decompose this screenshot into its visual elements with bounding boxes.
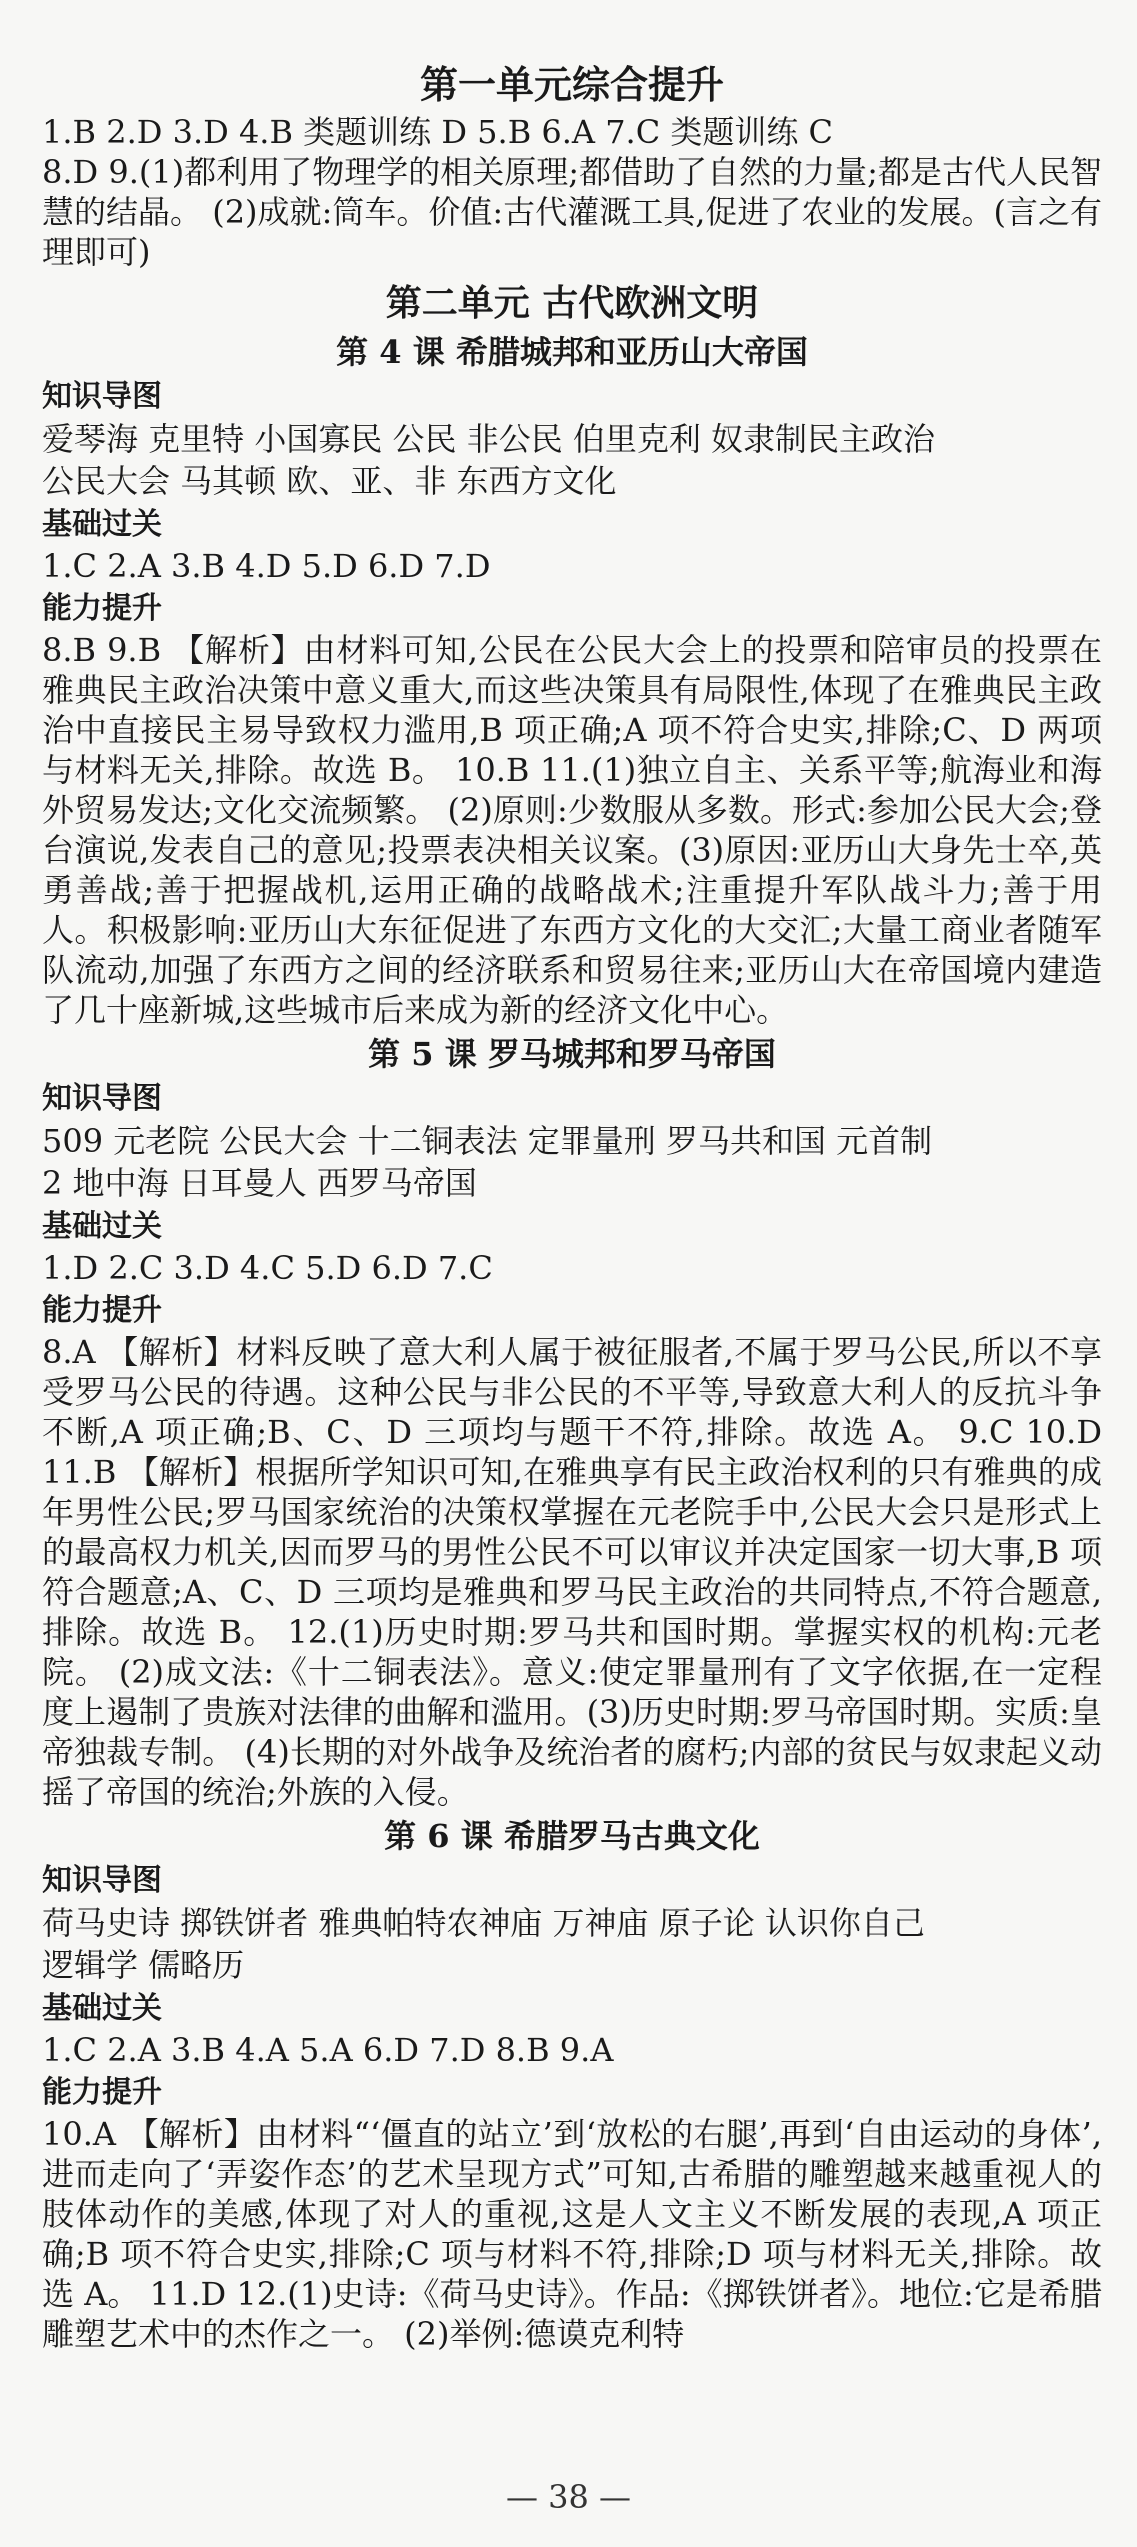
lesson4-basic-heading: 基础过关 bbox=[42, 507, 162, 542]
lesson4-ability-text: 8.B 9.B 【解析】由材料可知,公民在公民大会上的投票和陪审员的投票在雅典民主政治决策中意义重大,而这些决策具有局限性,体现了在雅典民主政治中直接民主易导致权力滥用,B 项正确;A 项不符合史实,排除;C、D 两项与材料无关,排除。故选 B。 10.B 11.(1)独立自主、关系平等;航海业和海外贸易发达;文化交流频繁。 (2)原则:少数服从多数。形式:参加公民大会;登台演说,发表自己的意见;投票表决相关议案。(3)原因:亚历山大身先士卒,英勇善战;善于把握战机,运用正确的战略战术;注重提升军队战斗力;善于用人。积极影响:亚历山大东征促进了东西方文化的大交汇;大量工商业者随军队流动,加强了东西方之间的经济联系和贸易往来;亚历山大在帝国境内建造了几十座新城,这些城市后来成为新的经济文化中心。 bbox=[42, 631, 1102, 1029]
unit2-title: 第二单元 古代欧洲文明 bbox=[385, 282, 759, 324]
lesson4-ability-heading: 能力提升 bbox=[42, 591, 162, 626]
lesson4-title: 第 4 课 希腊城邦和亚历山大帝国 bbox=[336, 333, 808, 371]
unit1-answers-line1: 1.B 2.D 3.D 4.B 类题训练 D 5.B 6.A 7.C 类题训练 C bbox=[42, 113, 834, 151]
lesson4-knowledge-map-heading: 知识导图 bbox=[42, 379, 162, 414]
unit1-answers-line2: 8.D 9.(1)都利用了物理学的相关原理;都借助了自然的力量;都是古代人民智慧的结晶。 (2)成就:筒车。价值:古代灌溉工具,促进了农业的发展。(言之有理即可) bbox=[42, 153, 1102, 271]
lesson6-basic-heading: 基础过关 bbox=[42, 1991, 162, 2026]
lesson5-knowledge-map-heading: 知识导图 bbox=[42, 1081, 162, 1116]
lesson4-knowledge-map-line2: 公民大会 马其顿 欧、亚、非 东西方文化 bbox=[42, 462, 617, 500]
unit1-review-title: 第一单元综合提升 bbox=[419, 62, 724, 107]
lesson5-ability-text: 8.A 【解析】材料反映了意大利人属于被征服者,不属于罗马公民,所以不享受罗马公民的待遇。这种公民与非公民的不平等,导致意大利人的反抗斗争不断,A 项正确;B、C、D 三项均与题干不符,排除。故选 A。 9.C 10.D 11.B 【解析】根据所学知识可知,在雅典享有民主政治权利的只有雅典的成年男性公民;罗马国家统治的决策权掌握在元老院手中,公民大会只是形式上的最高权力机关,因而罗马的男性公民不可以审议并决定国家一切大事,B 项符合题意;A、C、D 三项均是雅典和罗马民主政治的共同特点,不符合题意,排除。故选 B。 12.(1)历史时期:罗马共和国时期。掌握实权的机构:元老院。 (2)成文法:《十二铜表法》。意义:使定罪量刑有了文字依据,在一定程度上遏制了贵族对法律的曲解和滥用。(3)历史时期:罗马帝国时期。实质:皇帝独裁专制。 (4)长期的对外战争及统治者的腐朽;内部的贫民与奴隶起义动摇了帝国的统治;外族的入侵。 bbox=[42, 1333, 1102, 1811]
lesson5-knowledge-map-line2: 2 地中海 日耳曼人 西罗马帝国 bbox=[42, 1164, 477, 1202]
lesson4-knowledge-map-line1: 爱琴海 克里特 小国寡民 公民 非公民 伯里克利 奴隶制民主政治 bbox=[42, 420, 936, 458]
lesson6-ability-text: 10.A 【解析】由材料“‘僵直的站立’到‘放松的右腿’,再到‘自由运动的身体’,进而走向了‘弄姿作态’的艺术呈现方式”可知,古希腊的雕塑越来越重视人的肢体动作的美感,体现了对人的重视,这是人文主义不断发展的表现,A 项正确;B 项不符合史实,排除;C 项与材料不符,排除;D 项与材料无关,排除。故选 A。 11.D 12.(1)史诗:《荷马史诗》。作品:《掷铁饼者》。地位:它是希腊雕塑艺术中的杰作之一。 (2)举例:德谟克利特 bbox=[42, 2115, 1102, 2353]
lesson6-ability-heading: 能力提升 bbox=[42, 2075, 162, 2110]
lesson6-basic-answers: 1.C 2.A 3.B 4.A 5.A 6.D 7.D 8.B 9.A bbox=[42, 2031, 614, 2069]
lesson4-basic-answers: 1.C 2.A 3.B 4.D 5.D 6.D 7.D bbox=[42, 547, 491, 585]
lesson6-knowledge-map-line1: 荷马史诗 掷铁饼者 雅典帕特农神庙 万神庙 原子论 认识你自己 bbox=[42, 1904, 925, 1942]
lesson6-knowledge-map-line2: 逻辑学 儒略历 bbox=[42, 1946, 245, 1984]
page-number: — 38 — bbox=[505, 2478, 632, 2516]
content bbox=[42, 60, 1102, 2354]
lesson5-knowledge-map-line1: 509 元老院 公民大会 十二铜表法 定罪量刑 罗马共和国 元首制 bbox=[42, 1122, 933, 1160]
lesson6-knowledge-map-heading: 知识导图 bbox=[42, 1863, 162, 1898]
lesson6-title: 第 6 课 希腊罗马古典文化 bbox=[384, 1817, 760, 1855]
lesson5-title: 第 5 课 罗马城邦和罗马帝国 bbox=[368, 1035, 776, 1073]
lesson5-ability-heading: 能力提升 bbox=[42, 1293, 162, 1328]
lesson5-basic-heading: 基础过关 bbox=[42, 1209, 162, 1244]
lesson5-basic-answers: 1.D 2.C 3.D 4.C 5.D 6.D 7.C bbox=[42, 1249, 493, 1287]
